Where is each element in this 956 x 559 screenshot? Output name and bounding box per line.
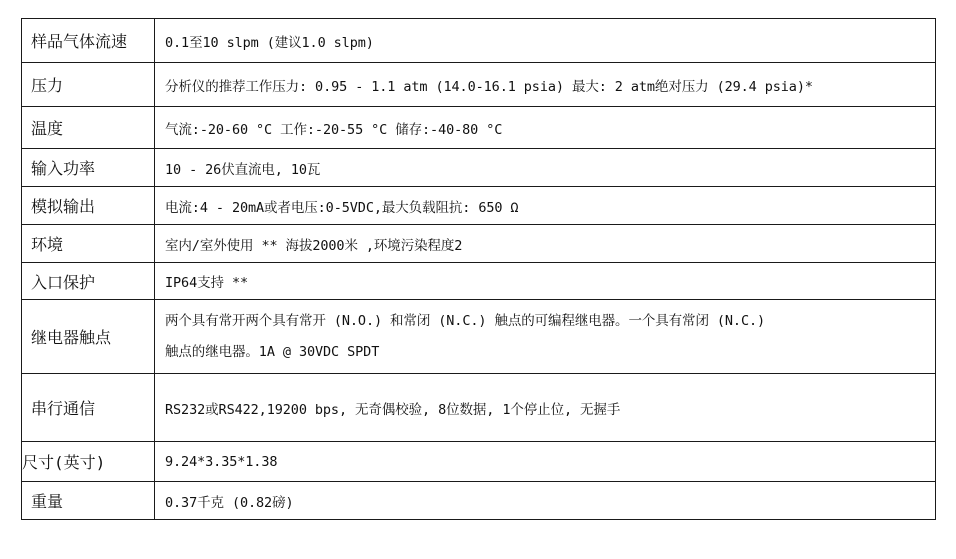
table-row	[22, 482, 936, 520]
spec-label: 继电器触点	[22, 300, 155, 374]
spec-value: 10 - 26伏直流电, 10瓦	[155, 149, 936, 187]
spec-label: 输入功率	[22, 149, 155, 187]
spec-label: 串行通信	[22, 374, 155, 442]
table-row	[22, 187, 936, 225]
spec-value-line: 触点的继电器。1A @ 30VDC SPDT	[165, 343, 380, 360]
spec-label: 入口保护	[22, 263, 155, 300]
table-row	[22, 225, 936, 263]
spec-value: 分析仪的推荐工作压力: 0.95 - 1.1 atm (14.0-16.1 psia) 最大: 2 atm绝对压力 (29.4 psia)*	[155, 63, 936, 107]
spec-value	[155, 300, 936, 374]
spec-value: 室内/室外使用 ** 海拔2000米 ,环境污染程度2	[155, 225, 936, 263]
table-row	[22, 149, 936, 187]
table-row	[22, 19, 936, 63]
table-row	[22, 263, 936, 300]
table-row	[22, 374, 936, 442]
spec-value: IP64支持 **	[155, 263, 936, 300]
spec-label: 样品气体流速	[22, 19, 155, 63]
spec-value: RS232或RS422,19200 bps, 无奇偶校验, 8位数据, 1个停止位, 无握手	[155, 374, 936, 442]
spec-value: 气流:-20-60 °C 工作:-20-55 °C 储存:-40-80 °C	[155, 107, 936, 149]
spec-label: 模拟输出	[22, 187, 155, 225]
table-row	[22, 63, 936, 107]
table-row	[22, 107, 936, 149]
spec-value: 0.37千克 (0.82磅)	[155, 482, 936, 520]
spec-label: 尺寸(英寸)	[22, 442, 155, 482]
spec-table	[21, 18, 936, 520]
spec-value: 0.1至10 slpm (建议1.0 slpm)	[155, 19, 936, 63]
table-row	[22, 300, 936, 374]
spec-label: 压力	[22, 63, 155, 107]
table-row	[22, 442, 936, 482]
spec-label: 环境	[22, 225, 155, 263]
spec-value: 电流:4 - 20mA或者电压:0-5VDC,最大负载阻抗: 650 Ω	[155, 187, 936, 225]
spec-value-line: 两个具有常开两个具有常开 (N.O.) 和常闭 (N.C.) 触点的可编程继电器。一个具有常闭 (N.C.)	[165, 312, 766, 329]
spec-value: 9.24*3.35*1.38	[155, 442, 936, 482]
spec-label: 重量	[22, 482, 155, 520]
spec-label: 温度	[22, 107, 155, 149]
